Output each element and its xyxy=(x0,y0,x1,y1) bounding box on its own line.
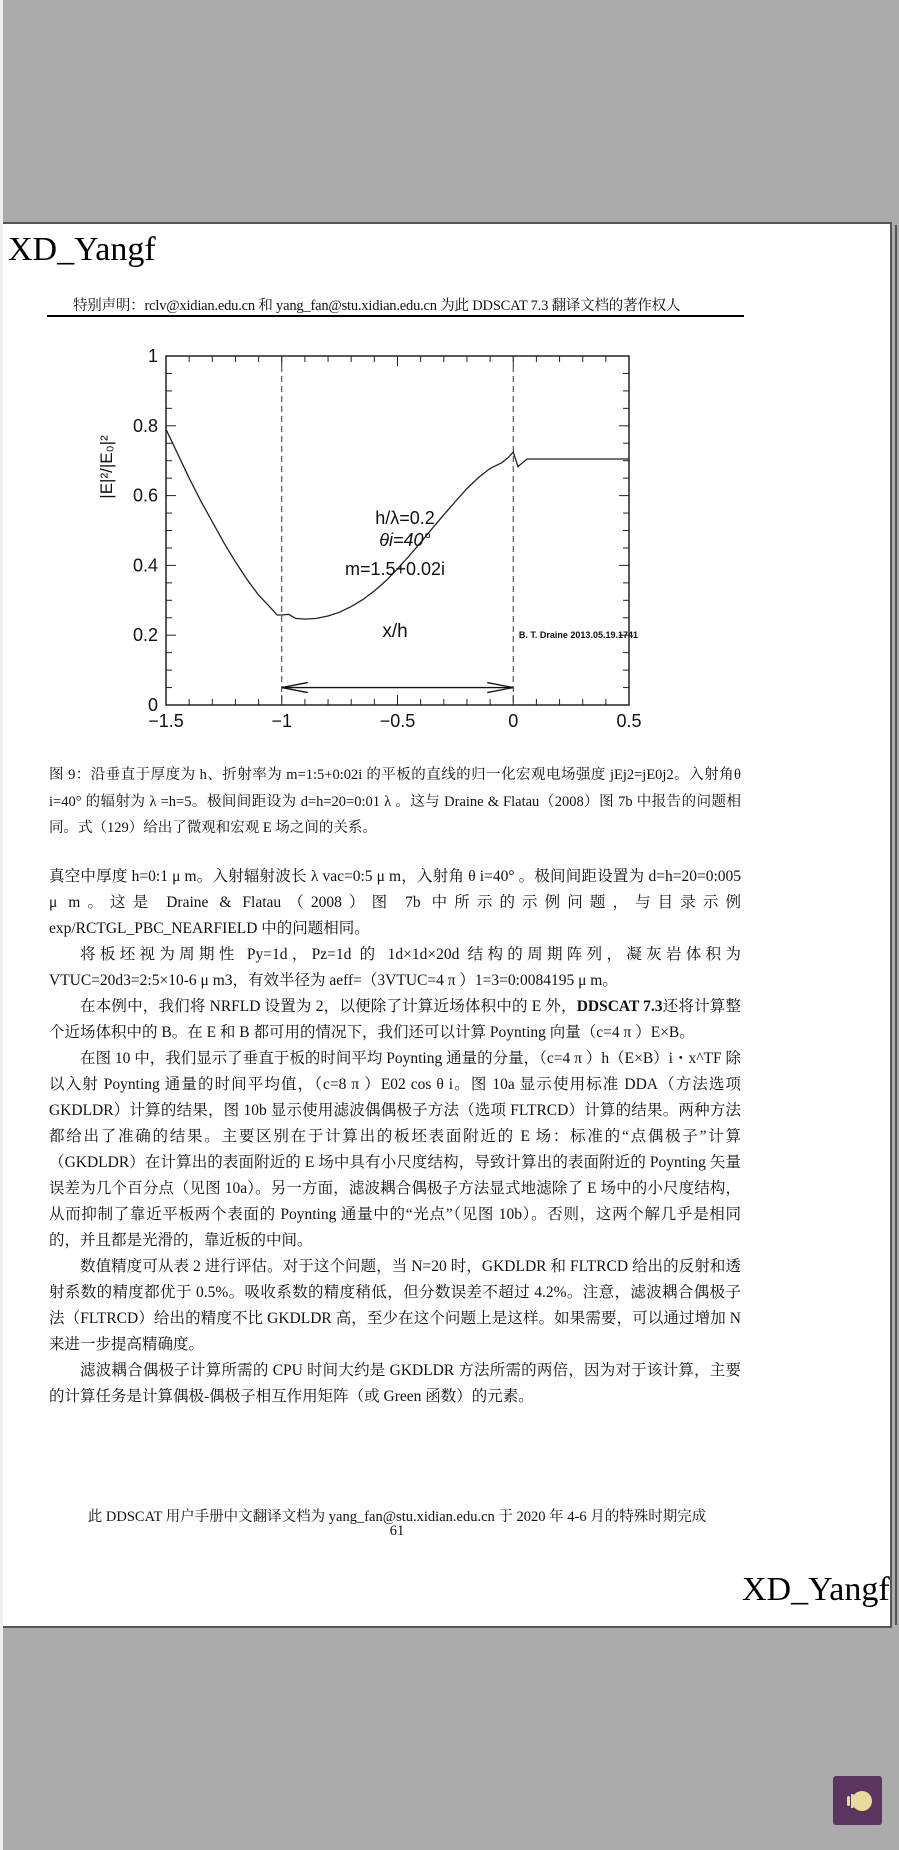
paragraph: 数值精度可从表 2 进行评估。对于这个问题，当 N=20 时，GKDLDR 和 FLTRCD 给出的反射和透射系数的精度都优于 0.5%。吸收系数的精度稍低，但分数误差不超过 4.2%。注意，滤波耦合偶极子法（FLTRCD）给出的精度不比 GKDLDR 高，至少在这个问题上是这样。如果需要，可以通过增加 N 来进一步提高精确度。 xyxy=(49,1258,741,1353)
annotation-m: m=1.5+0.02i xyxy=(344,559,446,579)
paragraph: 将板坯视为周期性 Py=1d，Pz=1d 的 1d×1d×20d 结构的周期阵列，凝灰岩体积为 VTUC=20d3=2:5×10-6 μ m3，有效半径为 aeff=（3VTUC=4 π ）1=3=0:0084195 μ m。 xyxy=(49,946,741,989)
paragraph-bold-text: DDSCAT 7.3 xyxy=(576,998,663,1015)
y-tick-label: 0.6 xyxy=(132,485,158,506)
y-tick-label: 0 xyxy=(147,695,158,715)
vertical-scrollbar[interactable] xyxy=(895,225,897,1625)
paragraph-text: 还将计算整个近场体积中的 B。在 E 和 B 都可用的情况下，我们还可以计算 Poynting 向量（c=4 π ）E×B。 xyxy=(49,998,741,1041)
annotation-theta: θi=40° xyxy=(379,530,431,550)
annotation-h-lambda: h/λ=0.2 xyxy=(375,508,435,528)
paragraph: 真空中厚度 h=0:1 μ m。入射辐射波长 λ vac=0:5 μ m，入射角 θ i=40° 。极间间距设置为 d=h=20=0:005 μ m。这是 Draine & Flatau（2008）图 7b 中所示的示例问题，与目录示例 exp/RCTGL_PBC_NEARFIELD 中的问题相同。 xyxy=(49,868,741,937)
page-header: 特别声明：rclv@xidian.edu.cn 和 yang_fan@stu.xidian.edu.cn 为此 DDSCAT 7.3 翻译文档的著作权人 xyxy=(73,298,681,314)
x-tick-label: −1.5 xyxy=(148,711,184,731)
x-tick-label: −1 xyxy=(271,711,293,731)
page-number: 61 xyxy=(389,1523,405,1539)
x-tick-label: 0.5 xyxy=(616,711,642,731)
x-tick-label: −0.5 xyxy=(379,711,416,731)
x-tick-label: 0 xyxy=(508,711,519,731)
y-tick-label: 0.4 xyxy=(132,555,158,576)
y-tick-label: 1 xyxy=(147,346,158,366)
body-text xyxy=(49,864,741,1410)
slab-arrow xyxy=(282,683,514,693)
y-tick-label: 0.2 xyxy=(132,625,158,646)
watermark: XD_Yangf xyxy=(742,1571,890,1608)
lightbulb-button[interactable] xyxy=(833,1776,882,1825)
figure-9-chart xyxy=(90,330,670,760)
page-footer: 此 DDSCAT 用户手册中文翻译文档为 yang_fan@stu.xidian.edu.cn 于 2020 年 4-6 月的特殊时期完成 xyxy=(87,1509,707,1525)
chart-credit: B. T. Draine 2013.05.19.1741 xyxy=(518,630,638,640)
y-tick-label: 0.8 xyxy=(132,415,158,436)
y-axis-label: |E|²/|E₀|² xyxy=(97,435,116,499)
lightbulb-icon xyxy=(841,1789,875,1813)
figure-caption: 图 9：沿垂直于厚度为 h、折射率为 m=1:5+0:02i 的平板的直线的归一化宏观电场强度 jEj2=jE0j2。入射角θ i=40° 的辐射为 λ =h=5。极间间距设为 d=h=20=0:01 λ 。这与 Draine & Flatau（2008）图 7b 中报告的问题相同。式（129）给出了微观和宏观 E 场之间的关系。 xyxy=(49,767,741,836)
paragraph: 在图 10 中，我们显示了垂直于板的时间平均 Poynting 通量的分量，（c=4 π ）h（E×B）i・x^TF 除以入射 Poynting 通量的时间平均值，（c=8 π ）E02 cos θ i。图 10a 显示使用标准 DDA（方法选项 GKDLDR）计算的结果，图 10b 显示使用滤波偶偶极子方法（选项 FLTRCD）计算的结果。两种方法都给出了准确的结果。主要区别在于计算出的板坯表面附近的 E 场：标准的“点偶极子”计算（GKDLDR）在计算出的表面附近的 E 场中具有小尺度结构，导致计算出的表面附近的 Poynting 矢量误差为几个百分点（见图 10a）。另一方面，滤波耦合偶极子方法显式地滤除了 E 场中的小尺度结构，从而抑制了靠近平板两个表面的 Poynting 通量中的“光点”（见图 10b）。否则，这两个解几乎是相同的，并且都是光滑的，靠近板的中间。 xyxy=(49,1050,741,1249)
x-axis-label: x/h xyxy=(382,621,408,642)
paragraph-text: 在本例中，我们将 NRFLD 设置为 2，以便除了计算近场体积中的 E 外， xyxy=(80,998,577,1015)
header-rule xyxy=(47,315,744,317)
watermark: XD_Yangf xyxy=(8,231,156,268)
paragraph: 滤波耦合偶极子计算所需的 CPU 时间大约是 GKDLDR 方法所需的两倍，因为对于该计算，主要的计算任务是计算偶极-偶极子相互作用矩阵（或 Green 函数）的元素。 xyxy=(49,1362,741,1405)
paragraph xyxy=(49,994,741,1046)
